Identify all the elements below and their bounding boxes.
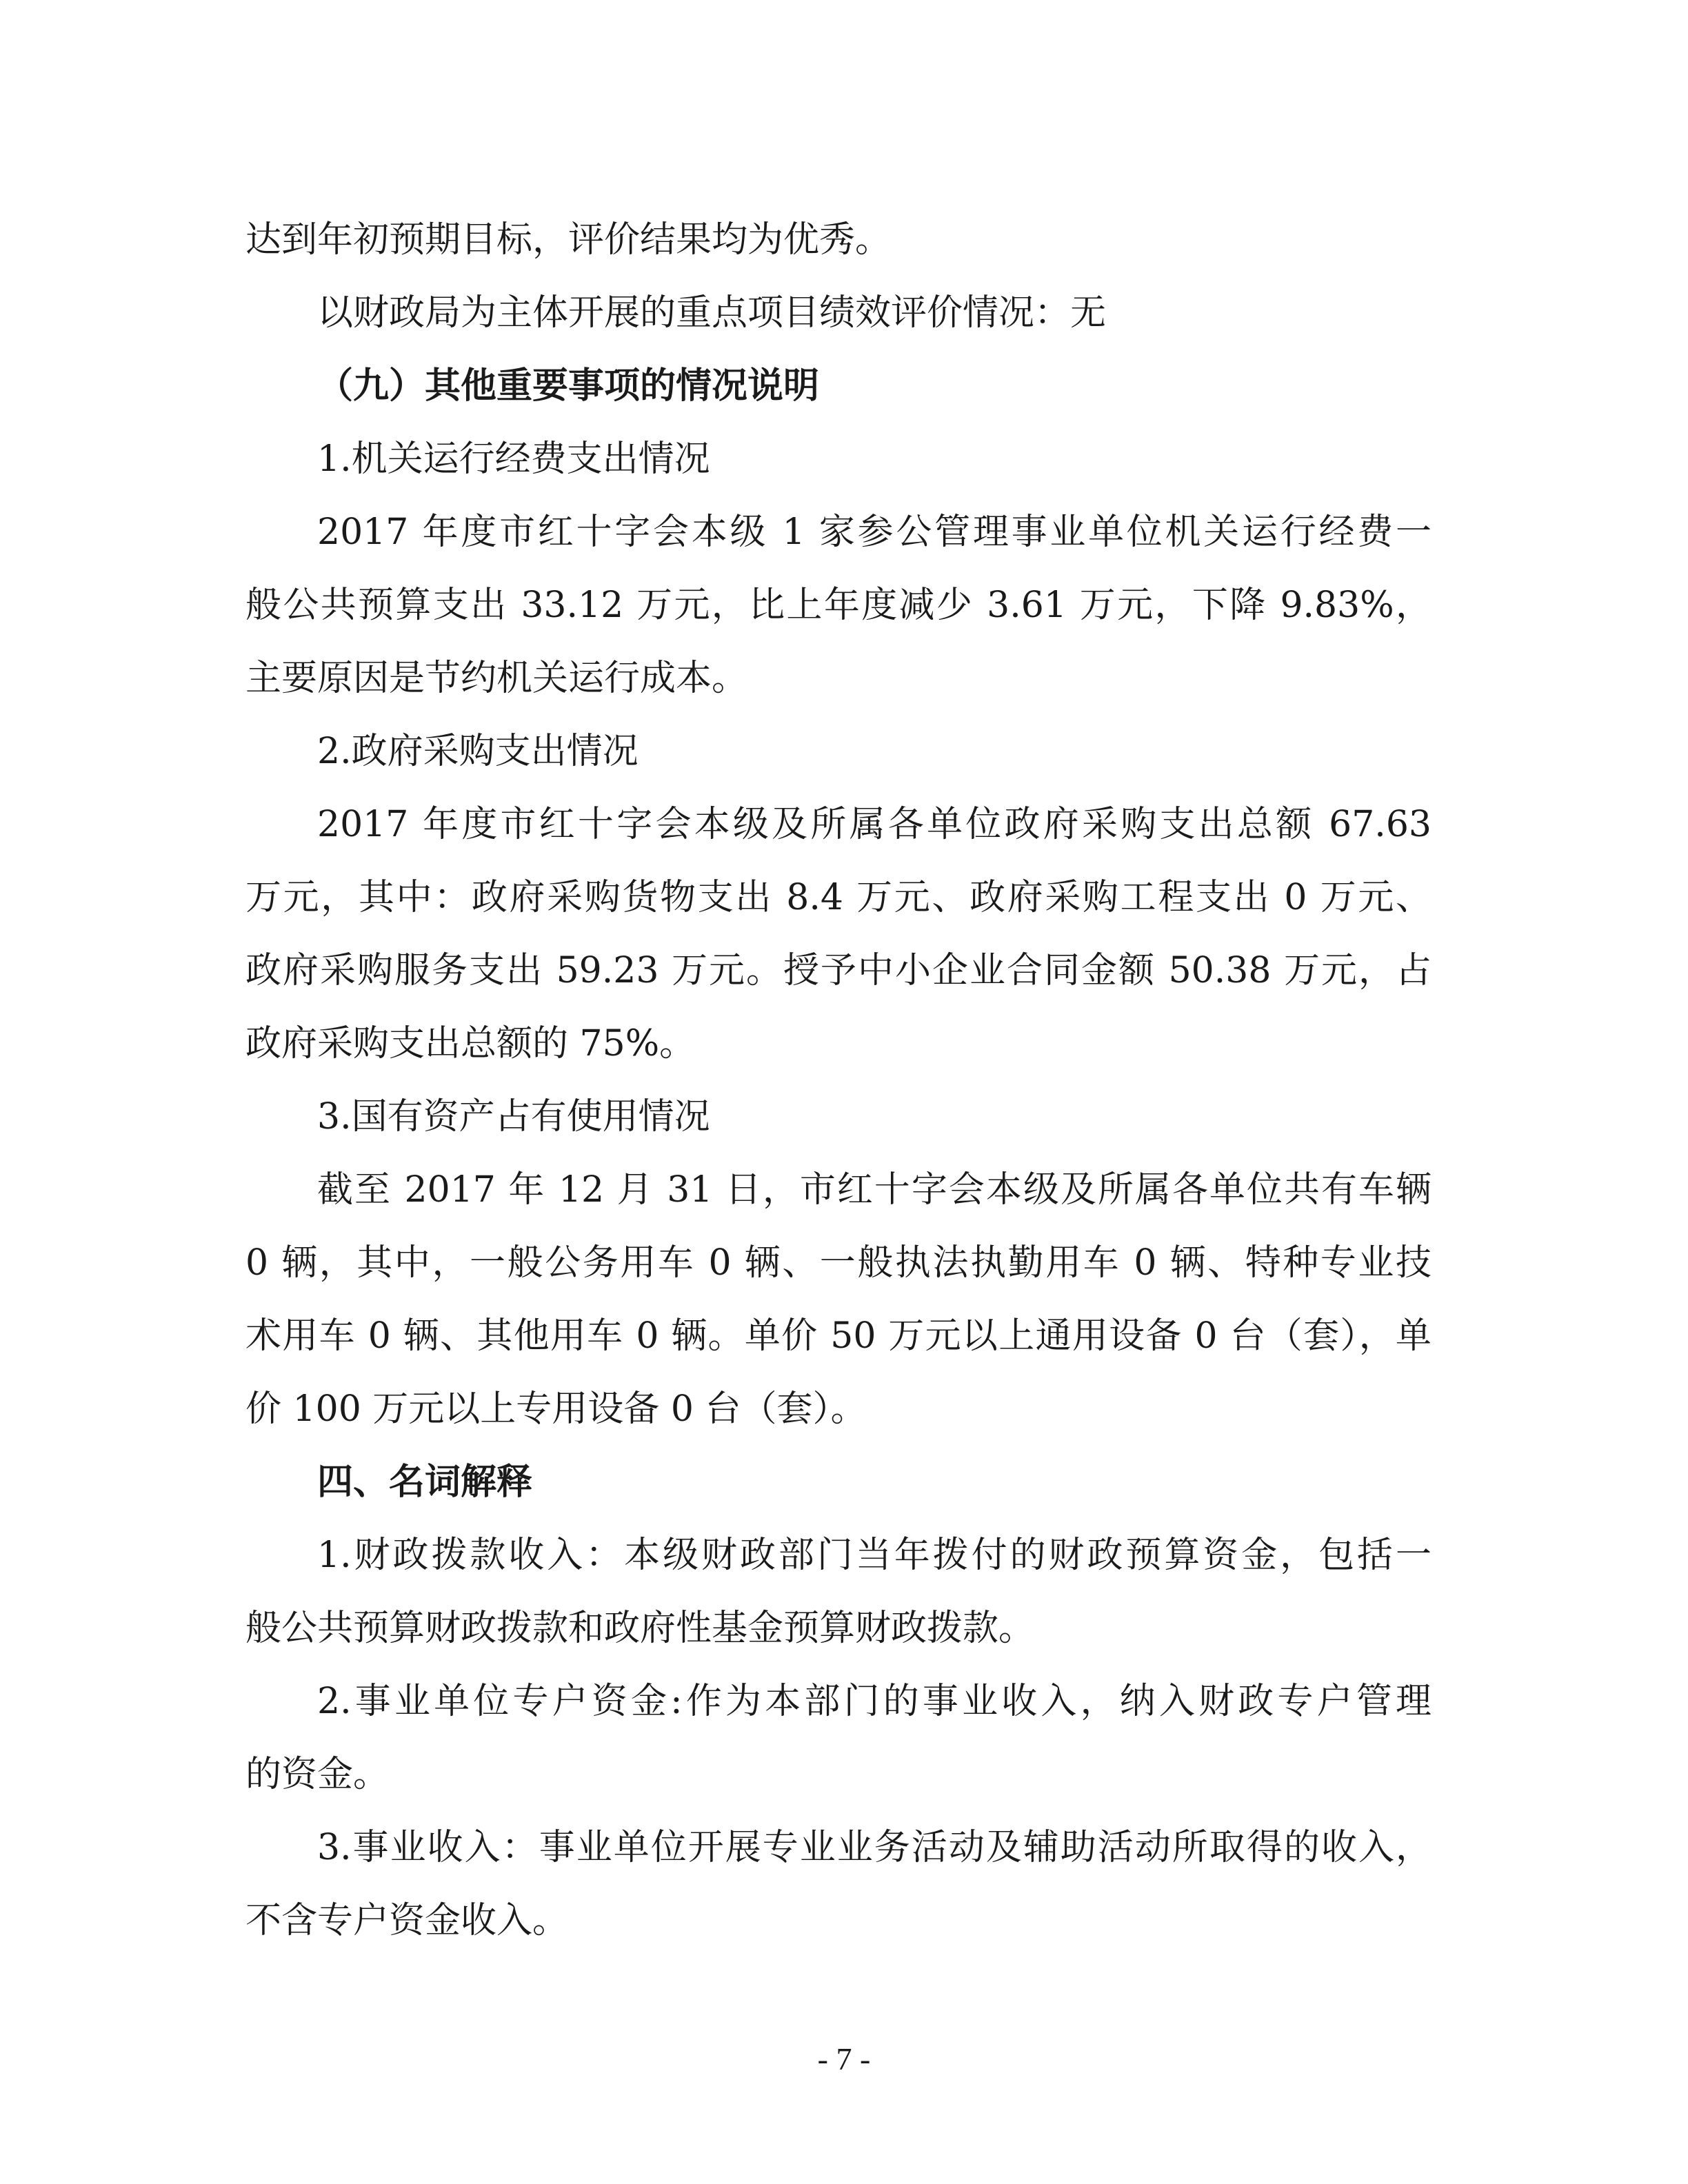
subsection-heading: 3.国有资产占有使用情况 (317, 1096, 710, 1138)
paragraph-line: 2017 年度市红十字会本级及所属各单位政府采购支出总额 67.63 (317, 804, 1431, 845)
document-body (245, 203, 1431, 1957)
paragraph-line: 1.财政拨款收入：本级财政部门当年拨付的财政预算资金，包括一 (317, 1535, 1431, 1576)
paragraph-line: 达到年初预期目标，评价结果均为优秀。 (245, 219, 892, 261)
paragraph-line: 价 100 万元以上专用设备 0 台（套）。 (245, 1388, 867, 1430)
paragraph-line: 术用车 0 辆、其他用车 0 辆。单价 50 万元以上通用设备 0 台（套），单 (245, 1315, 1431, 1357)
paragraph-line: 般公共预算支出 33.12 万元，比上年度减少 3.61 万元，下降 9.83%， (245, 585, 1431, 626)
paragraph-line: 2017 年度市红十字会本级 1 家参公管理事业单位机关运行经费一 (317, 512, 1431, 553)
paragraph-line: 0 辆，其中，一般公务用车 0 辆、一般执法执勤用车 0 辆、特种专业技 (245, 1242, 1431, 1284)
paragraph-line: 主要原因是节约机关运行成本。 (245, 658, 748, 699)
subsection-heading: 1.机关运行经费支出情况 (317, 438, 710, 480)
section-heading: 四、名词解释 (317, 1462, 533, 1503)
paragraph-line: 3.事业收入：事业单位开展专业业务活动及辅助活动所取得的收入， (317, 1827, 1431, 1868)
paragraph-line: 般公共预算财政拨款和政府性基金预算财政拨款。 (245, 1608, 1035, 1649)
page-number: - 7 - (817, 2041, 871, 2076)
paragraph-line: 2.事业单位专户资金:作为本部门的事业收入，纳入财政专户管理 (317, 1681, 1431, 1722)
paragraph-line: 政府采购支出总额的 75%。 (245, 1023, 696, 1064)
section-heading: （九）其他重要事项的情况说明 (317, 365, 820, 407)
paragraph-line: 万元，其中：政府采购货物支出 8.4 万元、政府采购工程支出 0 万元、 (245, 877, 1431, 918)
paragraph-line: 不含专户资金收入。 (245, 1900, 569, 1941)
paragraph-line: 截至 2017 年 12 月 31 日，市红十字会本级及所属各单位共有车辆 (317, 1169, 1431, 1211)
paragraph-line: 以财政局为主体开展的重点项目绩效评价情况：无 (317, 292, 1107, 334)
paragraph-line: 政府采购服务支出 59.23 万元。授予中小企业合同金额 50.38 万元，占 (245, 950, 1431, 991)
subsection-heading: 2.政府采购支出情况 (317, 731, 639, 772)
paragraph-line: 的资金。 (245, 1754, 390, 1795)
